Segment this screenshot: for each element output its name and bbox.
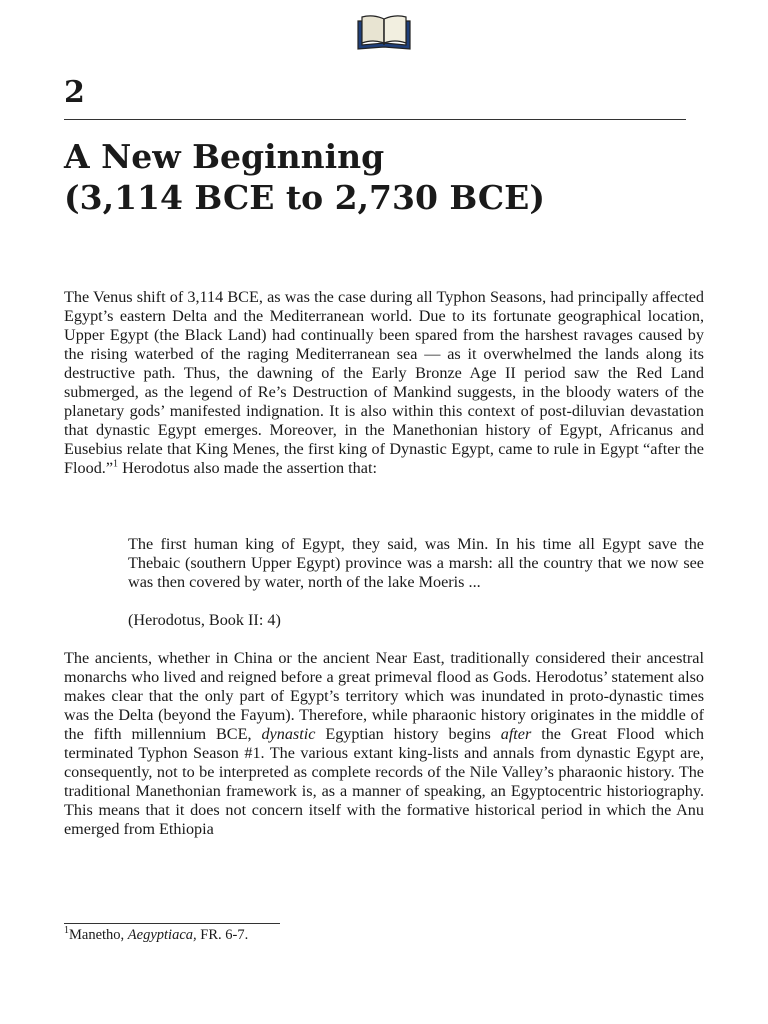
footnote-number: 1: [64, 925, 69, 937]
chapter-title-line2: (3,114 BCE to 2,730 BCE): [64, 178, 545, 217]
footnote-work: Aegyptiaca,: [127, 927, 197, 943]
chapter-number: 2: [64, 75, 85, 110]
paragraph-1-text-a: The Venus shift of 3,114 BCE, as was the case during all Typhon Seasons, had principally affected Egypt’s eastern Delta and the Mediterranean world. Due to its fortunate geographical location, Upper Egypt (the Black Land) had continually been spared from the harshest ravages caused by the rising waterbed of the raging Mediterranean sea — as it overwhelmed the lands along its destructive path. Thus, the dawning of the Early Bronze Age II period saw the Red Land submerged, as the legend of Re’s Destruction of Mankind suggests, in the bloody waters of the planetary gods’ manifested indignation. It is also within this context of post-diluvian devastation that dynastic Egypt emerges. Moreover, in the Manethonian history of Egypt, Africanus and Eusebius relate that King Menes, the first king of Dynastic Egypt, came to rule in Egypt “after the Flood.”: [64, 288, 704, 477]
footnote-divider: [64, 923, 280, 924]
paragraph-2-text-c: the Great Flood which terminated Typhon Season #1. The various extant king-lists and annals from dynastic Egypt are, consequently, not to be interpreted as complete records of the Nile Valley’s pharaonic history. The traditional Manethonian framework is, as a manner of speaking, an Egyptocentric historiography. This means that it does not concern itself with the formative historical period in which the Anu emerged from Ethiopia: [64, 725, 704, 838]
paragraph-2-emphasis-after: after: [500, 725, 532, 743]
paragraph-2-text-b: Egyptian history begins: [315, 725, 501, 743]
paragraph-1: [64, 288, 704, 478]
footnote: [64, 926, 248, 944]
paragraph-1-text-b: Herodotus also made the assertion that:: [118, 459, 377, 477]
paragraph-2-text-a: The ancients, whether in China or the ancient Near East, traditionally considered their ancestral monarchs who lived and reigned before a great primeval flood as Gods. Herodotus’ statement also makes clear that the only part of Egypt’s territory which was inundated in proto-dynastic times was the Delta (beyond the Fayum). Therefore, while pharaonic history originates in the middle of the fifth millennium BCE,: [64, 649, 704, 743]
paragraph-2-emphasis-dynastic: dynastic: [261, 725, 316, 743]
quote-citation: (Herodotus, Book II: 4): [128, 611, 281, 629]
book-icon: [356, 13, 412, 51]
block-quote: The first human king of Egypt, they said, was Min. In his time all Egypt save the Thebaic (southern Upper Egypt) province was a marsh: all the country that we now see was then covered by water, north of the lake Moeris ...: [128, 535, 704, 591]
paragraph-2: [64, 649, 704, 839]
footnote-reference[interactable]: 1: [113, 458, 119, 470]
chapter-divider: [64, 119, 686, 120]
chapter-title-line1: A New Beginning: [64, 137, 385, 176]
footnote-author: Manetho,: [69, 927, 128, 943]
chapter-title: [64, 136, 704, 218]
footnote-ref: FR. 6-7.: [196, 927, 249, 943]
